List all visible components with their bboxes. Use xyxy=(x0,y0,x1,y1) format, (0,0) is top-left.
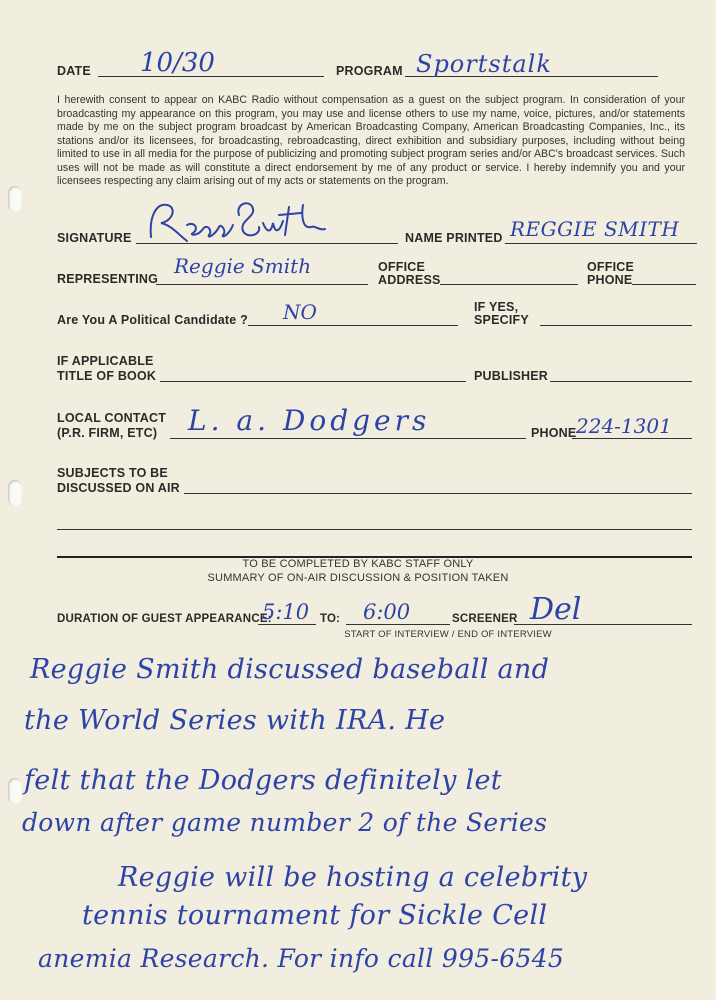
if-yes-line xyxy=(540,325,692,326)
name-printed-value: REGGIE SMITH xyxy=(510,217,680,241)
political-candidate-label: Are You A Political Candidate ? xyxy=(57,313,248,327)
screener-label: SCREENER xyxy=(452,613,518,625)
end-time-line xyxy=(346,624,450,625)
binder-hole-middle xyxy=(8,480,22,506)
staff-only-note: TO BE COMPLETED BY KABC STAFF ONLY xyxy=(242,558,474,570)
publisher-line xyxy=(550,381,692,382)
summary-line-1: Reggie Smith discussed baseball and xyxy=(30,654,550,685)
local-contact-line xyxy=(170,438,526,439)
representing-line xyxy=(156,284,368,285)
political-line xyxy=(248,325,458,326)
duration-label: DURATION OF GUEST APPEARANCE: xyxy=(57,613,272,625)
signature-label: SIGNATURE xyxy=(57,231,132,245)
phone-label: PHONE xyxy=(531,426,577,440)
program-label: PROGRAM xyxy=(336,64,403,78)
book-line xyxy=(160,381,466,382)
end-time-value: 6:00 xyxy=(363,600,411,624)
binder-hole-top xyxy=(8,186,22,212)
date-label: DATE xyxy=(57,64,91,78)
consent-paragraph: I herewith consent to appear on KABC Radio without compensation as a guest on the subject program. In consideration of your broadcasting my appearance on this program, you may use and license others to use my name, voice, pictures, and/or statements made by me on the subject program broadcast by American Broadcasting Company, American Broadcasting Companies, Inc., its stations and/or its licensees, for broadcasting, rebroadcasting, direct exhibition and subsidiary purposes, including without being limited to use in all media for the purpose of publicizing and promoting subject program series and/or ABC's broadcast services. Such uses will not be made as will constitute a direct endorsement by me of any product or service. I hereby indemnify you and your licensees respecting any claim arising out of my acts or statements on the program. xyxy=(57,94,685,187)
representing-label: REPRESENTING xyxy=(57,272,159,286)
summary-heading: SUMMARY OF ON-AIR DISCUSSION & POSITION TAKEN xyxy=(207,572,509,584)
local-contact-label-1: LOCAL CONTACT xyxy=(57,411,167,425)
subjects-label-1: SUBJECTS TO BE xyxy=(57,466,168,480)
phone-line xyxy=(572,438,692,439)
phone-value: 224-1301 xyxy=(576,414,672,438)
subjects-line-1 xyxy=(184,493,692,494)
interview-caption: START OF INTERVIEW / END OF INTERVIEW xyxy=(344,629,552,640)
office-phone-label-1: OFFICE xyxy=(587,260,635,274)
publisher-label: PUBLISHER xyxy=(474,369,549,383)
to-label: TO: xyxy=(320,613,341,625)
screener-value: Del xyxy=(530,592,582,627)
summary-line-4: down after game number 2 of the Series xyxy=(22,808,548,837)
political-value: NO xyxy=(283,300,317,324)
if-yes-label-2: SPECIFY xyxy=(474,313,529,327)
if-yes-label-1: IF YES, xyxy=(474,300,519,314)
date-value: 10/30 xyxy=(140,48,215,78)
summary-line-6: tennis tournament for Sickle Cell xyxy=(82,900,548,931)
subjects-line-2 xyxy=(57,529,692,530)
book-label-2: TITLE OF BOOK xyxy=(57,369,157,383)
office-address-label-2: ADDRESS xyxy=(378,273,441,287)
summary-line-2: the World Series with IRA. He xyxy=(24,705,446,736)
start-time-value: 5:10 xyxy=(262,600,310,624)
start-time-line xyxy=(258,624,316,625)
local-contact-value: L. a. Dodgers xyxy=(188,404,431,437)
name-printed-label: NAME PRINTED xyxy=(405,231,503,245)
office-address-label-1: OFFICE xyxy=(378,260,426,274)
signature-text xyxy=(160,220,166,221)
book-label-1: IF APPLICABLE xyxy=(57,354,154,368)
name-printed-line xyxy=(505,243,697,244)
office-address-line xyxy=(440,284,578,285)
subjects-label-2: DISCUSSED ON AIR xyxy=(57,481,180,495)
summary-line-3: felt that the Dodgers definitely let xyxy=(24,765,502,796)
summary-line-5: Reggie will be hosting a celebrity xyxy=(118,862,588,893)
program-value: Sportstalk xyxy=(416,50,552,78)
binder-hole-bottom xyxy=(8,778,22,804)
summary-line-7: anemia Research. For info call 995-6545 xyxy=(38,944,565,973)
representing-value: Reggie Smith xyxy=(174,254,312,278)
office-phone-line xyxy=(632,284,696,285)
local-contact-label-2: (P.R. FIRM, ETC) xyxy=(57,426,158,440)
signature-scrawl xyxy=(143,195,333,245)
office-phone-label-2: PHONE xyxy=(587,273,633,287)
